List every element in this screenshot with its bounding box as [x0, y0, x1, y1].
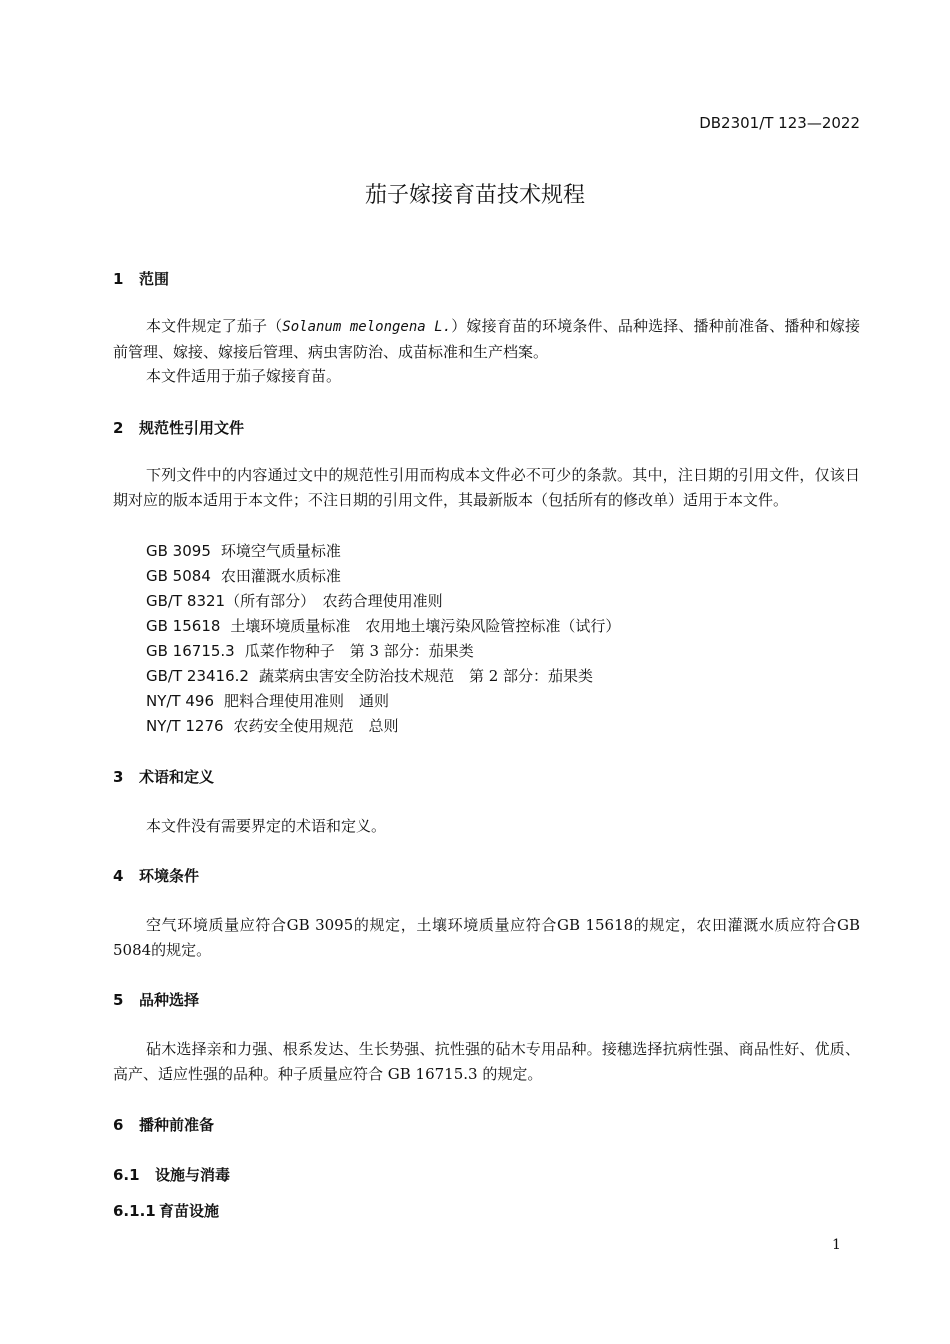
reference-item: [146, 715, 399, 736]
section-1-heading: [113, 268, 169, 289]
standard-code: DB2301/T 123—2022: [699, 114, 860, 132]
reference-code: GB 15618: [146, 617, 221, 635]
section-title: 设施与消毒: [155, 1166, 231, 1184]
section-title: 环境条件: [139, 867, 200, 885]
page-number: 1: [832, 1237, 841, 1253]
section-number: 4: [113, 867, 124, 885]
reference-title: 肥料合理使用准则 通则: [224, 692, 390, 710]
reference-item: [146, 590, 443, 611]
reference-item: [146, 615, 620, 636]
reference-item: [146, 640, 474, 661]
section-title: 范围: [139, 270, 170, 288]
reference-code: GB 16715.3: [146, 642, 235, 660]
section-3-heading: [113, 766, 214, 787]
reference-title: 瓜菜作物种子 第 3 部分：茄果类: [244, 642, 474, 660]
section-1-paragraph-1: [113, 314, 860, 365]
reference-item: [146, 690, 389, 711]
reference-code: GB/T 23416.2: [146, 667, 249, 685]
section-1-paragraph-2: 本文件适用于茄子嫁接育苗。: [146, 367, 342, 385]
section-title: 播种前准备: [139, 1116, 215, 1134]
reference-title: 土壤环境质量标准 农用地土壤污染风险管控标准（试行）: [230, 617, 621, 635]
section-number: 3: [113, 768, 124, 786]
section-2-heading: [113, 417, 244, 438]
reference-title: 农药安全使用规范 总则: [233, 717, 399, 735]
section-6-heading: [113, 1114, 214, 1135]
section-title: 品种选择: [139, 991, 200, 1009]
reference-code: GB 5084: [146, 567, 211, 585]
reference-code: NY/T 1276: [146, 717, 224, 735]
section-title: 术语和定义: [139, 768, 215, 786]
section-number: 6.1: [113, 1166, 140, 1184]
section-number: 1: [113, 270, 124, 288]
section-5-paragraph-1: 砧木选择亲和力强、根系发达、生长势强、抗性强的砧木专用品种。接穗选择抗病性强、商品性好、优质、高产、适应性强的品种。种子质量应符合 GB 16715.3 的规定。: [113, 1040, 860, 1083]
section-2-paragraph-1: 下列文件中的内容通过文中的规范性引用而构成本文件必不可少的条款。其中，注日期的引用文件，仅该日期对应的版本适用于本文件；不注日期的引用文件，其最新版本（包括所有的修改单）适用于本文件。: [113, 466, 860, 509]
reference-title: 农田灌溉水质标准: [220, 567, 341, 585]
reference-code: GB 3095: [146, 542, 211, 560]
section-6-1-heading: [113, 1164, 230, 1185]
latin-name: Solanum melongena L.: [282, 319, 452, 335]
reference-item: [146, 665, 593, 686]
reference-code: GB/T 8321: [146, 592, 226, 610]
text-segment: 本文件规定了茄子（: [146, 317, 283, 335]
section-5-heading: [113, 989, 199, 1010]
section-title: 育苗设施: [159, 1202, 220, 1220]
section-number: 5: [113, 991, 124, 1009]
section-3-paragraph-1: 本文件没有需要界定的术语和定义。: [146, 817, 387, 835]
section-4-paragraph-1: 空气环境质量应符合GB 3095的规定，土壤环境质量应符合GB 15618的规定，农田灌溉水质应符合GB 5084的规定。: [113, 916, 860, 959]
section-number: 6: [113, 1116, 124, 1134]
section-6-1-1-heading: [113, 1200, 219, 1221]
reference-code: NY/T 496: [146, 692, 214, 710]
text-segment: ）嫁接育苗的环境条件、品种选择、播种前准备、播种和嫁接前管理、嫁接、嫁接后管理、病虫害防治、成苗标准和生产档案。: [113, 317, 860, 361]
reference-title: 蔬菜病虫害安全防治技术规范 第 2 部分：茄果类: [258, 667, 594, 685]
reference-title: 环境空气质量标准: [220, 542, 341, 560]
section-number: 2: [113, 419, 124, 437]
section-number: 6.1.1: [113, 1202, 156, 1220]
reference-item: [146, 565, 341, 586]
document-title: 茄子嫁接育苗技术规程: [364, 183, 585, 208]
section-title: 规范性引用文件: [139, 419, 245, 437]
reference-item: [146, 540, 341, 561]
section-4-heading: [113, 865, 199, 886]
reference-title: （所有部分） 农药合理使用准则: [225, 592, 443, 610]
